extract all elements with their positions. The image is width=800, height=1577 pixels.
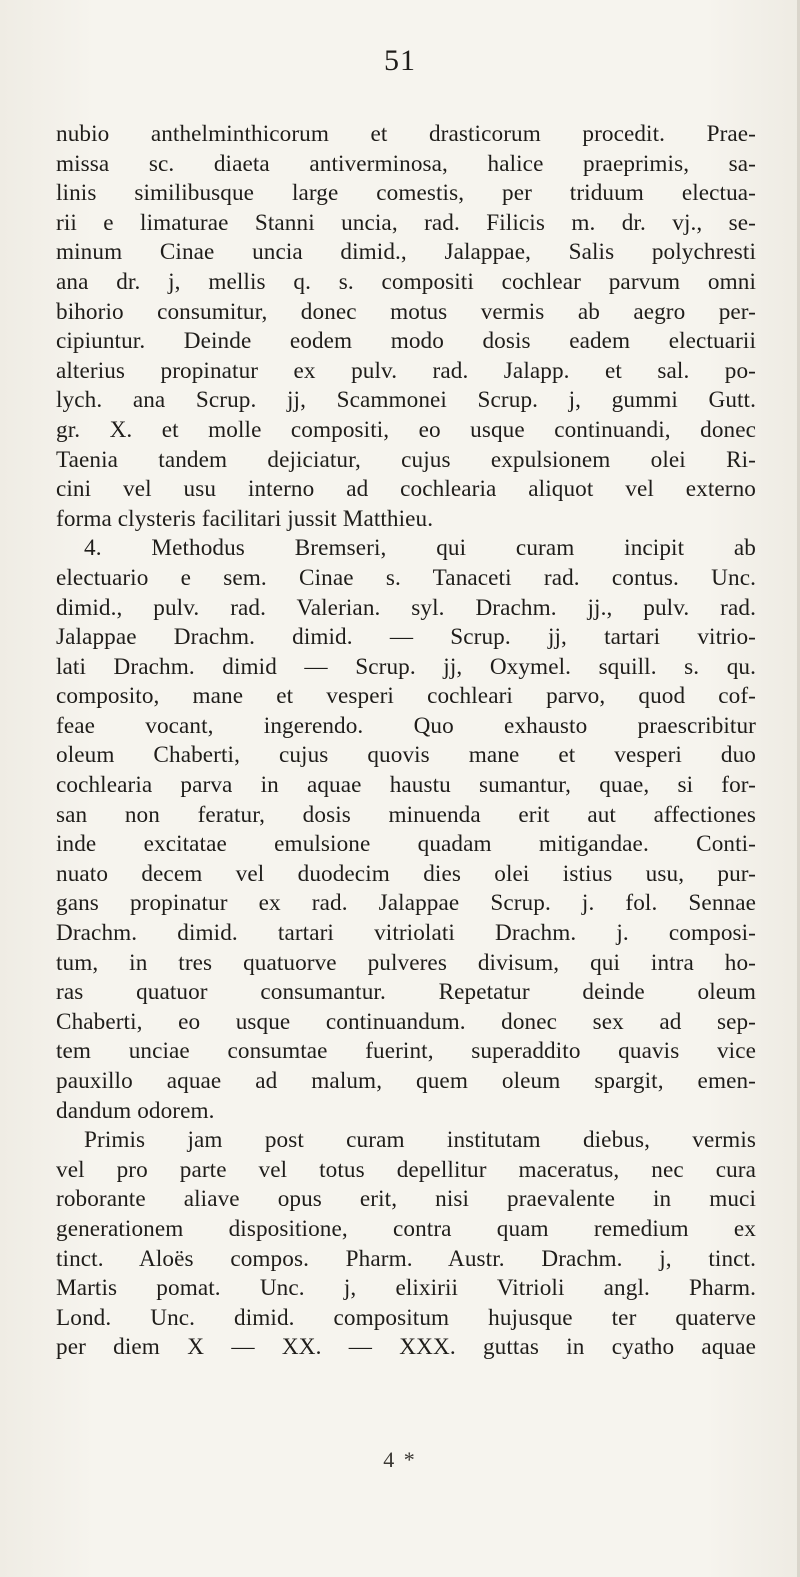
text-line: vel pro parte vel totus depellitur maceratus, nec cura bbox=[56, 1156, 756, 1183]
text-line: dimid., pulv. rad. Valerian. syl. Drachm. jj., pulv. rad. bbox=[56, 594, 756, 621]
body-text bbox=[56, 120, 756, 1363]
text-line: Drachm. dimid. tartari vitriolati Drachm. j. composi- bbox=[56, 920, 756, 947]
text-line: tinct. Aloës compos. Pharm. Austr. Drachm. j, tinct. bbox=[56, 1245, 756, 1272]
text-line: Taenia tandem dejiciatur, cujus expulsionem olei Ri- bbox=[56, 446, 756, 473]
text-line: nuato decem vel duodecim dies olei istius usu, pur- bbox=[56, 860, 756, 887]
text-line: roborante aliave opus erit, nisi praevalente in muci bbox=[56, 1186, 756, 1213]
page-number: 51 bbox=[384, 44, 416, 77]
text-line: bihorio consumitur, donec motus vermis ab aegro per- bbox=[56, 298, 756, 325]
text-line: forma clysteris facilitari jussit Matthieu. bbox=[56, 505, 434, 532]
text-line: linis similibusque large comestis, per triduum electua- bbox=[56, 180, 756, 207]
text-line: nubio anthelminthicorum et drasticorum procedit. Prae- bbox=[56, 121, 756, 147]
text-line: Jalappae Drachm. dimid. — Scrup. jj, tartari vitrio- bbox=[56, 624, 756, 651]
text-line: dandum odorem. bbox=[56, 1097, 215, 1124]
text-line: 4. Methodus Bremseri, qui curam incipit ab bbox=[84, 535, 756, 562]
text-line: pauxillo aquae ad malum, quem oleum spargit, emen- bbox=[56, 1068, 756, 1094]
text-line: san non feratur, dosis minuenda erit aut affectiones bbox=[56, 801, 756, 828]
text-line: inde excitatae emulsione quadam mitigandae. Conti- bbox=[56, 831, 756, 858]
text-line: gans propinatur ex rad. Jalappae Scrup. j. fol. Sennae bbox=[56, 890, 756, 917]
text-line: feae vocant, ingerendo. Quo exhausto praescribitur bbox=[56, 712, 756, 739]
text-line: tum, in tres quatuorve pulveres divisum, qui intra ho- bbox=[56, 949, 756, 976]
text-line: Primis jam post curam institutam diebus, vermis bbox=[84, 1127, 756, 1154]
text-line: gr. X. et molle compositi, eo usque continuandi, donec bbox=[56, 416, 756, 443]
text-line: rii e limaturae Stanni uncia, rad. Filicis m. dr. vj., se- bbox=[56, 209, 756, 236]
text-line: cochlearia parva in aquae haustu sumantur, quae, si for- bbox=[56, 772, 756, 799]
text-line: ras quatuor consumantur. Repetatur deinde oleum bbox=[56, 979, 756, 1006]
text-line: per diem X — XX. — XXX. guttas in cyatho aquae bbox=[56, 1334, 756, 1361]
text-line: oleum Chaberti, cujus quovis mane et vesperi duo bbox=[56, 742, 756, 769]
text-line: missa sc. diaeta antiverminosa, halice praeprimis, sa- bbox=[56, 150, 756, 177]
text-line: Lond. Unc. dimid. compositum hujusque ter quaterve bbox=[56, 1304, 756, 1331]
text-line: minum Cinae uncia dimid., Jalappae, Salis polychresti bbox=[56, 239, 756, 266]
text-line: lati Drachm. dimid — Scrup. jj, Oxymel. squill. s. qu. bbox=[56, 653, 756, 680]
text-line: lych. ana Scrup. jj, Scammonei Scrup. j, gummi Gutt. bbox=[56, 387, 756, 414]
text-line: cipiuntur. Deinde eodem modo dosis eadem electuarii bbox=[56, 328, 756, 355]
text-line: generationem dispositione, contra quam remedium ex bbox=[56, 1215, 756, 1242]
text-line: cini vel usu interno ad cochlearia aliquot vel externo bbox=[56, 476, 756, 503]
signature-mark: 4 * bbox=[383, 1447, 417, 1472]
text-line: Chaberti, eo usque continuandum. donec sex ad sep- bbox=[56, 1008, 756, 1035]
text-line: electuario e sem. Cinae s. Tanaceti rad. contus. Unc. bbox=[56, 564, 756, 591]
text-line: alterius propinatur ex pulv. rad. Jalapp. et sal. po- bbox=[56, 357, 756, 384]
text-line: ana dr. j, mellis q. s. compositi cochlear parvum omni bbox=[56, 268, 756, 295]
text-line: Martis pomat. Unc. j, elixirii Vitrioli angl. Pharm. bbox=[56, 1275, 756, 1302]
text-line: composito, mane et vesperi cochleari parvo, quod cof- bbox=[56, 683, 756, 710]
text-line: tem unciae consumtae fuerint, superaddito quavis vice bbox=[56, 1038, 756, 1065]
